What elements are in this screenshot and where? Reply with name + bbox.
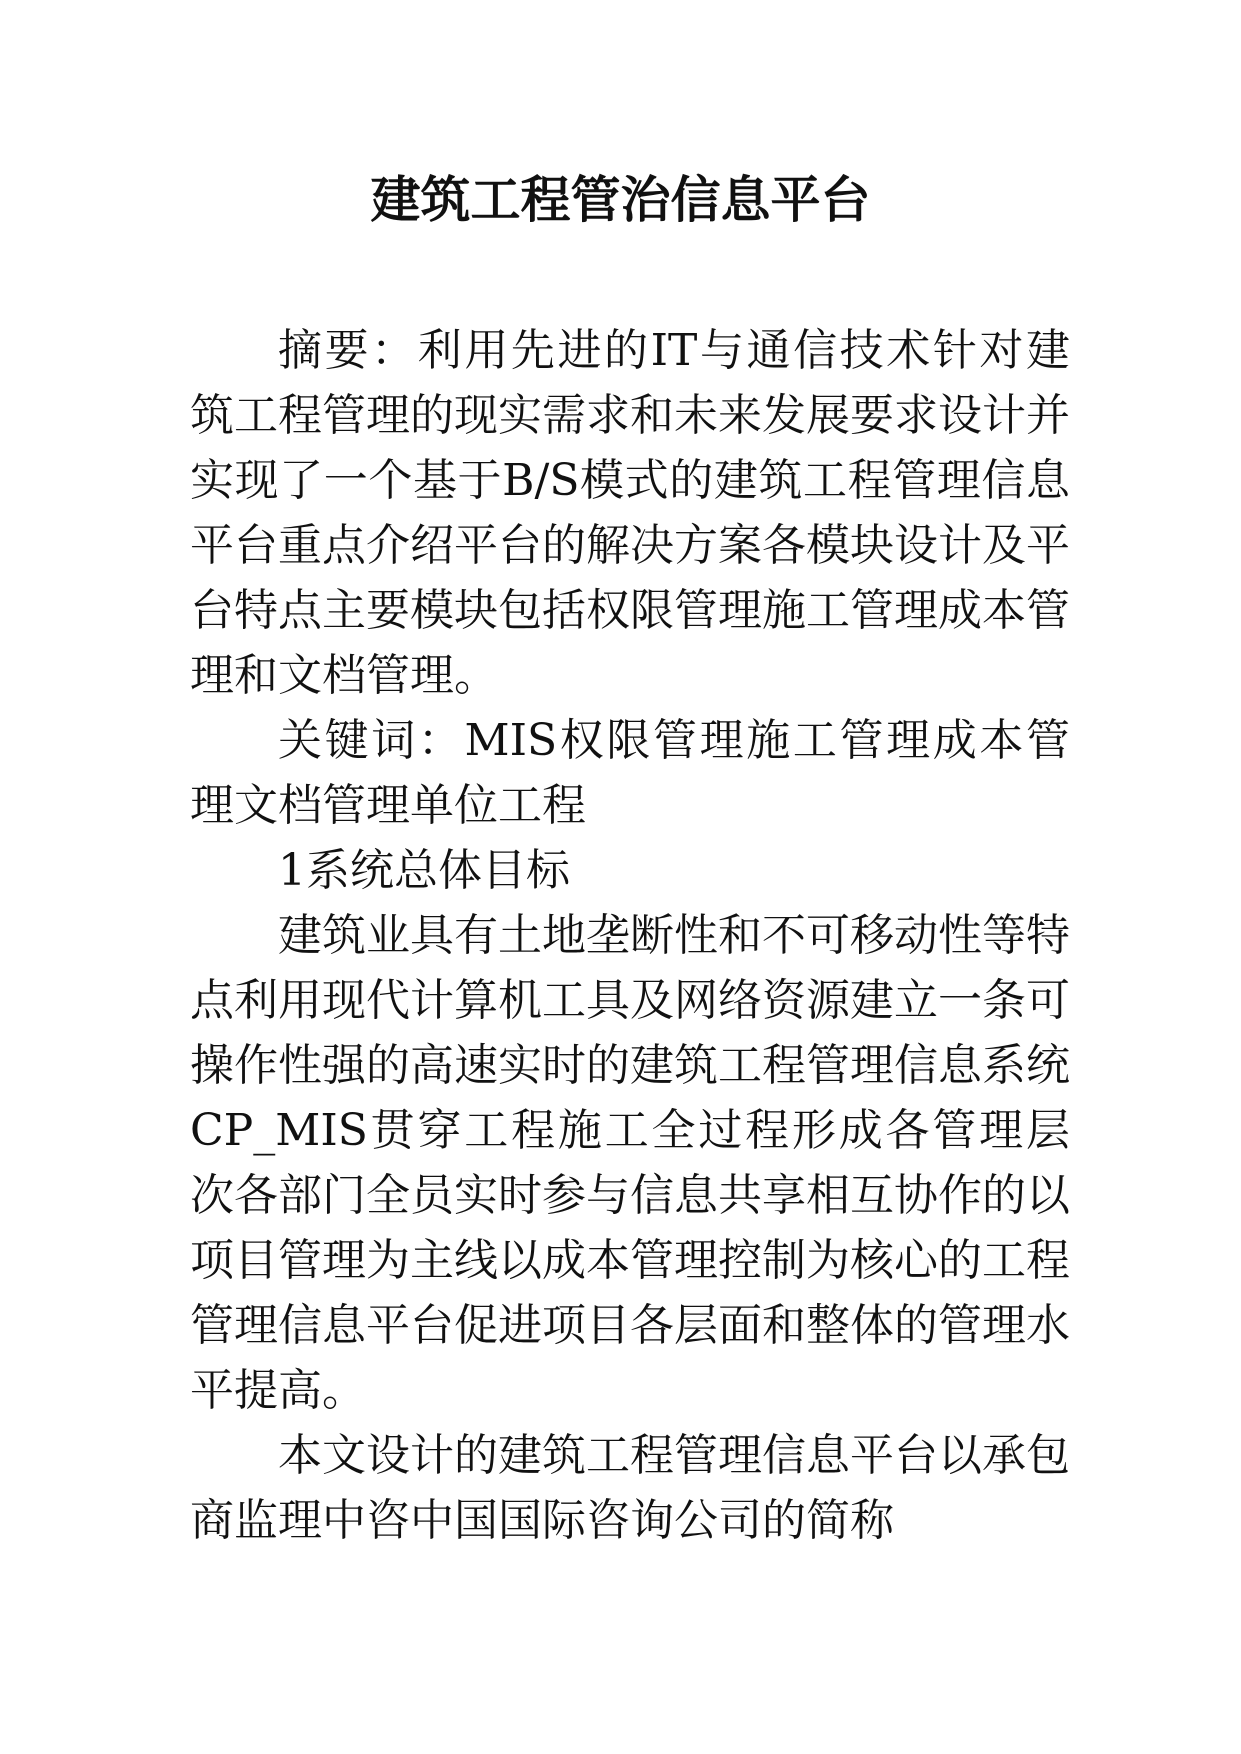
body-paragraph: 建筑业具有土地垄断性和不可移动性等特点利用现代计算机工具及网络资源建立一条可操作性强的高速实时的建筑工程管理信息系统CP_MIS贯穿工程施工全过程形成各管理层次各部门全员实时参与信息共享相互协作的以项目管理为主线以成本管理控制为核心的工程管理信息平台促进项目各层面和整体的管理水平提高。 (190, 910, 1070, 1416)
keywords-paragraph: 关键词：MIS权限管理施工管理成本管理文档管理单位工程 (190, 715, 1070, 831)
document-body (190, 318, 1070, 1553)
body-paragraph: 本文设计的建筑工程管理信息平台以承包商监理中咨中国国际咨询公司的简称 (190, 1430, 1070, 1546)
section-heading: 1系统总体目标 (278, 845, 570, 896)
abstract-paragraph: 摘要：利用先进的IT与通信技术针对建筑工程管理的现实需求和未来发展要求设计并实现了一个基于B/S模式的建筑工程管理信息平台重点介绍平台的解决方案各模块设计及平台特点主要模块包括权限管理施工管理成本管理和文档管理。 (190, 325, 1070, 701)
document-title: 建筑工程管治信息平台 (370, 170, 871, 229)
